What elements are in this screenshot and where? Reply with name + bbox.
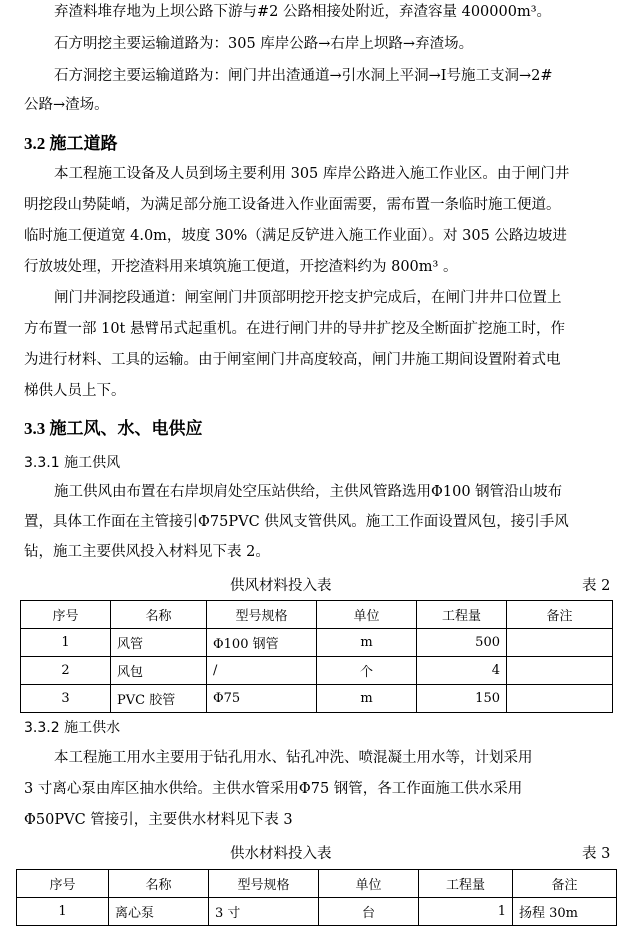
- water-supply-table: [16, 869, 617, 926]
- paragraph-road-line1: 本工程施工设备及人员到场主要利用 305 库岸公路进入施工作业区。由于闸门井: [54, 166, 570, 182]
- table-row: [21, 629, 613, 657]
- table-row: [17, 898, 617, 926]
- paragraph-road-line2: 明挖段山势陡峭，为满足部分施工设备进入作业面需要，需布置一条临时施工便道。: [24, 197, 561, 213]
- table3-caption: 供水材料投入表: [230, 846, 332, 862]
- paragraph-water-line2: 3 寸离心泵由库区抽水供给。主供水管采用Φ75 钢管，各工作面施工供水采用: [24, 781, 523, 797]
- table-cell: 1: [17, 898, 109, 926]
- table-cell: 3: [21, 685, 111, 713]
- paragraph-gate-shaft-line4: 梯供人员上下。: [24, 383, 126, 399]
- table-cell: 1: [419, 898, 513, 926]
- table-cell: 离心泵: [109, 898, 209, 926]
- table-cell: 4: [417, 657, 507, 685]
- table-cell: 150: [417, 685, 507, 713]
- header-cell: 单位: [317, 601, 417, 629]
- paragraph-air-line3: 钻，施工主要供风投入材料见下表 2。: [24, 544, 270, 560]
- header-cell: 型号规格: [207, 601, 317, 629]
- paragraph-gate-shaft-line1: 闸门井洞挖段通道：闸室闸门井顶部明挖开挖支护完成后，在闸门井井口位置上: [54, 290, 562, 306]
- paragraph-open-excavation-route: 石方明挖主要运输道路为：305 库岸公路→右岸上坝路→弃渣场。: [54, 36, 474, 52]
- paragraph-spoil-yard: 弃渣料堆存地为上坝公路下游与#2 公路相接处附近，弃渣容量 400000m³。: [54, 4, 552, 20]
- paragraph-tunnel-route-line2: 公路→渣场。: [24, 97, 109, 113]
- table-cell: 台: [319, 898, 419, 926]
- paragraph-water-line3: Φ50PVC 管接引，主要供水材料见下表 3: [24, 812, 293, 828]
- table2-caption: 供风材料投入表: [230, 578, 332, 594]
- table-row: [21, 657, 613, 685]
- table3-label: 表 3: [582, 846, 611, 862]
- table-cell: 500: [417, 629, 507, 657]
- table-cell: PVC 胶管: [111, 685, 207, 713]
- table-cell: 2: [21, 657, 111, 685]
- header-cell: 工程量: [419, 870, 513, 898]
- header-cell: 名称: [111, 601, 207, 629]
- heading-3-3: 3.3 施工风、水、电供应: [24, 419, 203, 438]
- paragraph-gate-shaft-line2: 方布置一部 10t 悬臂吊式起重机。在进行闸门井的导井扩挖及全断面扩挖施工时，作: [24, 321, 565, 337]
- table-cell: 3 寸: [209, 898, 319, 926]
- table-header-row: [17, 870, 617, 898]
- table-cell: 个: [317, 657, 417, 685]
- table-header-row: [21, 601, 613, 629]
- heading-3-3-2: 3.3.2 施工供水: [24, 720, 121, 736]
- table2-label: 表 2: [582, 578, 611, 594]
- header-cell: 型号规格: [209, 870, 319, 898]
- header-cell: 备注: [513, 870, 617, 898]
- paragraph-water-line1: 本工程施工用水主要用于钻孔用水、钻孔冲洗、喷混凝土用水等，计划采用: [54, 750, 533, 766]
- header-cell: 名称: [109, 870, 209, 898]
- table-row: [21, 685, 613, 713]
- header-cell: 单位: [319, 870, 419, 898]
- table-cell: 风包: [111, 657, 207, 685]
- table-cell: m: [317, 685, 417, 713]
- paragraph-tunnel-route-line1: 石方洞挖主要运输道路为：闸门井出渣通道→引水洞上平洞→Ⅰ号施工支洞→2#: [54, 68, 553, 84]
- heading-3-3-1: 3.3.1 施工供风: [24, 455, 121, 471]
- header-cell: 序号: [17, 870, 109, 898]
- paragraph-air-line1: 施工供风由布置在右岸坝肩处空压站供给，主供风管路选用Φ100 钢管沿山坡布: [54, 484, 563, 500]
- table-cell: m: [317, 629, 417, 657]
- header-cell: 序号: [21, 601, 111, 629]
- table-cell: [507, 685, 613, 713]
- heading-3-2: 3.2 施工道路: [24, 134, 118, 153]
- table-cell: [507, 657, 613, 685]
- table-cell: 扬程 30m: [513, 898, 617, 926]
- header-cell: 工程量: [417, 601, 507, 629]
- paragraph-road-line4: 行放坡处理，开挖渣料用来填筑施工便道，开挖渣料约为 800m³ 。: [24, 259, 458, 275]
- paragraph-air-line2: 置，具体工作面在主管接引Φ75PVC 供风支管供风。施工工作面设置风包，接引手风: [24, 514, 569, 530]
- table-cell: Φ100 钢管: [207, 629, 317, 657]
- paragraph-road-line3: 临时施工便道宽 4.0m，坡度 30%（满足反铲进入施工作业面）。对 305 公路边坡进: [24, 228, 567, 244]
- air-supply-table: [20, 600, 613, 713]
- table-cell: 1: [21, 629, 111, 657]
- table-cell: /: [207, 657, 317, 685]
- table-cell: 风管: [111, 629, 207, 657]
- table-cell: Φ75: [207, 685, 317, 713]
- table-cell: [507, 629, 613, 657]
- header-cell: 备注: [507, 601, 613, 629]
- paragraph-gate-shaft-line3: 为进行材料、工具的运输。由于闸室闸门井高度较高，闸门井施工期间设置附着式电: [24, 352, 561, 368]
